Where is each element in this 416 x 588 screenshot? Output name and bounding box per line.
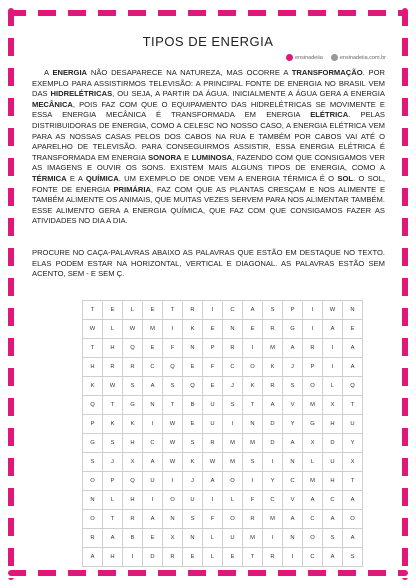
grid-cell[interactable]: I — [263, 453, 283, 472]
grid-cell[interactable]: R — [263, 548, 283, 567]
grid-cell[interactable]: A — [143, 510, 163, 529]
grid-cell[interactable]: A — [323, 320, 343, 339]
grid-cell[interactable]: E — [343, 320, 363, 339]
grid-cell[interactable]: Y — [283, 415, 303, 434]
grid-row — [83, 415, 363, 434]
grid-cell[interactable]: I — [223, 415, 243, 434]
right-border — [402, 8, 408, 580]
brand-instagram-label: ensinadeiia — [295, 54, 323, 61]
grid-cell[interactable]: S — [243, 453, 263, 472]
grid-cell[interactable]: I — [123, 548, 143, 567]
grid-cell[interactable]: Q — [163, 358, 183, 377]
grid-cell[interactable]: D — [263, 434, 283, 453]
grid-cell[interactable]: O — [83, 510, 103, 529]
grid-cell[interactable]: A — [103, 529, 123, 548]
grid-row — [83, 491, 363, 510]
grid-cell[interactable]: I — [323, 358, 343, 377]
grid-cell[interactable]: I — [163, 320, 183, 339]
grid-cell[interactable]: R — [243, 510, 263, 529]
instagram-icon — [286, 54, 293, 61]
grid-cell[interactable]: T — [163, 396, 183, 415]
grid-cell[interactable]: L — [303, 453, 323, 472]
text-run: . PELAS DISTRIBUIDORAS DE ENERGIA, COMO A CELESC NO NOSSO CASO, A ENERGIA ELÉTRICA VEM PARA AS NOSSAS CASAS PELOS DOS CABOS NA RUA E TAMBÉM POR CABOS VAI ATÉ O APARELHO DE TELEVISÃO. PARA CONSEGUIRMOS ASSISTIR, ESSA ENERGIA ELÉTRICA É TRANSFORMADA EM ENERGIA — [32, 110, 385, 162]
text-run: , POIS FAZ COM QUE O EQUIPAMENTO DAS HIDRELÉTRICAS SE MOVIMENTE E ESSA ENERGIA MECÂNICA É TRANSFORMADA EM ENERGIA — [32, 99, 385, 120]
grid-cell[interactable]: M — [303, 396, 323, 415]
grid-cell[interactable]: E — [183, 358, 203, 377]
highlighted-word: ENERGIA — [52, 68, 88, 77]
grid-cell[interactable]: C — [303, 510, 323, 529]
text-run: E — [181, 152, 192, 162]
grid-cell[interactable]: M — [223, 434, 243, 453]
text-run: A — [44, 68, 53, 77]
grid-cell[interactable]: K — [243, 377, 263, 396]
grid-cell[interactable]: E — [183, 548, 203, 567]
grid-cell[interactable]: E — [143, 339, 163, 358]
text-run: , FAZENDO COM QUE CONSIGAMOS VER AS IMAGENS E OUVIR OS SONS. EXISTEM MAIS ALGUNS TIPOS DE ENERGIA, COMO A — [32, 152, 385, 173]
grid-cell[interactable]: S — [183, 510, 203, 529]
grid-cell[interactable]: A — [343, 491, 363, 510]
grid-cell[interactable]: Q — [183, 377, 203, 396]
highlighted-word: TÉRMICA — [32, 173, 67, 183]
grid-cell[interactable]: U — [223, 529, 243, 548]
brand-website — [331, 54, 386, 61]
grid-cell[interactable]: I — [283, 548, 303, 567]
grid-cell[interactable]: R — [103, 358, 123, 377]
grid-row — [83, 358, 363, 377]
highlighted-word: QUÍMICA — [85, 173, 119, 183]
grid-cell[interactable]: O — [303, 529, 323, 548]
grid-cell[interactable]: S — [223, 396, 243, 415]
grid-cell[interactable]: B — [123, 529, 143, 548]
grid-cell[interactable]: J — [283, 358, 303, 377]
grid-cell[interactable]: A — [143, 453, 163, 472]
grid-cell[interactable]: E — [203, 377, 223, 396]
grid-cell[interactable]: A — [323, 548, 343, 567]
grid-cell[interactable]: I — [203, 491, 223, 510]
grid-row — [83, 396, 363, 415]
grid-cell[interactable]: U — [203, 396, 223, 415]
grid-cell[interactable]: O — [303, 377, 323, 396]
grid-cell[interactable]: U — [343, 415, 363, 434]
word-search-grid — [82, 300, 363, 567]
grid-cell[interactable]: S — [123, 377, 143, 396]
grid-cell[interactable]: M — [263, 339, 283, 358]
grid-cell[interactable]: C — [143, 434, 163, 453]
grid-cell[interactable]: L — [223, 491, 243, 510]
grid-cell[interactable]: I — [303, 301, 323, 320]
grid-cell[interactable]: I — [303, 320, 323, 339]
grid-cell[interactable]: M — [243, 529, 263, 548]
grid-cell[interactable]: B — [183, 396, 203, 415]
grid-cell[interactable]: F — [203, 358, 223, 377]
grid-cell[interactable]: T — [103, 396, 123, 415]
grid-cell[interactable]: X — [323, 396, 343, 415]
grid-cell[interactable]: R — [263, 377, 283, 396]
highlighted-word: HIDRELÉTRICAS — [50, 89, 113, 99]
grid-cell[interactable]: S — [103, 434, 123, 453]
grid-cell[interactable]: S — [343, 548, 363, 567]
grid-cell[interactable]: K — [103, 415, 123, 434]
grid-cell[interactable]: G — [123, 396, 143, 415]
grid-cell[interactable]: O — [243, 358, 263, 377]
grid-cell[interactable]: X — [163, 529, 183, 548]
grid-cell[interactable]: M — [143, 320, 163, 339]
grid-cell[interactable]: R — [203, 434, 223, 453]
text-run: , FAZ COM QUE AS PLANTAS CRESÇAM E NOS ALIMENTE E TAMBÉM ALIMENTE OS ANIMAIS, QUE MUITAS VEZES SERVEM PARA NOS ALIMENTAR TAMBÉM. ESSE ALIMENTO GERA A ENERGIA QUÍMICA, QUE FAZ COM QUE CONSIGAMOS FAZER AS ATIVIDADES NO DIA A DIA. — [32, 184, 386, 226]
grid-cell[interactable]: F — [163, 339, 183, 358]
grid-cell[interactable]: Q — [123, 339, 143, 358]
grid-cell[interactable]: I — [323, 339, 343, 358]
grid-cell[interactable]: K — [83, 377, 103, 396]
grid-cell[interactable]: L — [203, 529, 223, 548]
grid-cell[interactable]: T — [83, 301, 103, 320]
grid-cell[interactable]: H — [323, 415, 343, 434]
grid-cell[interactable]: J — [103, 453, 123, 472]
grid-cell[interactable]: G — [283, 320, 303, 339]
grid-cell[interactable]: W — [323, 301, 343, 320]
bottom-border — [8, 570, 408, 576]
highlighted-word: ELÉTRICA — [310, 110, 349, 120]
grid-cell[interactable]: R — [163, 548, 183, 567]
grid-cell[interactable]: U — [183, 491, 203, 510]
grid-cell[interactable]: T — [243, 548, 263, 567]
grid-cell[interactable]: A — [143, 377, 163, 396]
grid-cell[interactable]: W — [123, 320, 143, 339]
grid-cell[interactable]: O — [223, 472, 243, 491]
grid-cell[interactable]: N — [163, 510, 183, 529]
grid-cell[interactable]: T — [83, 339, 103, 358]
grid-cell[interactable]: K — [183, 453, 203, 472]
grid-cell[interactable]: M — [223, 453, 243, 472]
grid-cell[interactable]: O — [163, 491, 183, 510]
grid-cell[interactable]: O — [83, 472, 103, 491]
grid-cell[interactable]: T — [343, 396, 363, 415]
grid-cell[interactable]: R — [263, 320, 283, 339]
grid-cell[interactable]: H — [83, 358, 103, 377]
grid-row — [83, 510, 363, 529]
grid-cell[interactable]: K — [263, 358, 283, 377]
grid-cell[interactable]: J — [183, 472, 203, 491]
text-run: , OU SEJA, A PARTIR DA ÁGUA. INICIALMENTE A ÁGUA GERA A ENERGIA — [112, 89, 385, 99]
grid-cell[interactable]: H — [123, 434, 143, 453]
grid-cell[interactable]: H — [323, 472, 343, 491]
grid-cell[interactable]: H — [103, 339, 123, 358]
grid-cell[interactable]: T — [103, 510, 123, 529]
grid-cell[interactable]: I — [243, 472, 263, 491]
grid-cell[interactable]: H — [103, 548, 123, 567]
highlighted-word: SOL — [337, 173, 354, 183]
grid-cell[interactable]: A — [343, 358, 363, 377]
grid-cell[interactable]: Q — [123, 472, 143, 491]
grid-cell[interactable]: R — [303, 339, 323, 358]
grid-cell[interactable]: G — [83, 434, 103, 453]
grid-cell[interactable]: R — [223, 339, 243, 358]
grid-cell[interactable]: P — [283, 301, 303, 320]
grid-cell[interactable]: A — [243, 301, 263, 320]
grid-cell[interactable]: A — [343, 339, 363, 358]
grid-cell[interactable]: E — [223, 548, 243, 567]
highlighted-word: TRANSFORMAÇÃO — [291, 68, 363, 77]
text-run: . O SOL, FONTE DE ENERGIA — [32, 173, 385, 194]
grid-cell[interactable]: T — [343, 472, 363, 491]
grid-cell[interactable]: A — [283, 339, 303, 358]
grid-cell[interactable]: M — [303, 472, 323, 491]
grid-cell[interactable]: N — [183, 339, 203, 358]
grid-cell[interactable]: L — [103, 320, 123, 339]
highlighted-word: SONORA — [148, 152, 182, 162]
grid-cell[interactable]: N — [223, 320, 243, 339]
brand-website-label: ensinadeiia.com.br — [339, 54, 386, 61]
grid-cell[interactable]: R — [123, 358, 143, 377]
grid-cell[interactable]: Q — [83, 396, 103, 415]
grid-cell[interactable]: Q — [343, 377, 363, 396]
grid-cell[interactable]: L — [103, 491, 123, 510]
top-border — [8, 10, 408, 16]
grid-cell[interactable]: W — [163, 415, 183, 434]
grid-cell[interactable]: L — [203, 548, 223, 567]
highlighted-word: LUMINOSA — [191, 152, 233, 162]
grid-cell[interactable]: S — [323, 529, 343, 548]
text-run: . POR EXEMPLO PARA ASSISTIRMOS TELEVISÃO: A PRINCIPAL FONTE DE ENERGIA NO BRASIL VEM DAS — [32, 68, 385, 99]
grid-cell[interactable]: N — [283, 529, 303, 548]
text-run: E A — [66, 173, 86, 183]
grid-cell[interactable]: C — [303, 548, 323, 567]
grid-cell[interactable]: S — [183, 434, 203, 453]
grid-cell[interactable]: E — [143, 301, 163, 320]
highlighted-word: PRIMÁRIA — [113, 184, 151, 194]
grid-row — [83, 301, 363, 320]
grid-cell[interactable]: I — [163, 472, 183, 491]
grid-cell[interactable]: W — [163, 453, 183, 472]
grid-cell[interactable]: M — [243, 434, 263, 453]
grid-cell[interactable]: L — [123, 301, 143, 320]
grid-cell[interactable]: D — [263, 415, 283, 434]
grid-cell[interactable]: P — [303, 358, 323, 377]
grid-cell[interactable]: W — [103, 377, 123, 396]
grid-cell[interactable]: X — [303, 434, 323, 453]
grid-cell[interactable]: C — [283, 472, 303, 491]
grid-cell[interactable]: R — [83, 529, 103, 548]
page-title: TIPOS DE ENERGIA — [142, 34, 274, 49]
brand-instagram — [286, 54, 323, 61]
grid-cell[interactable]: A — [203, 472, 223, 491]
globe-icon — [331, 54, 338, 61]
text-run: . UM EXEMPLO DE ONDE VEM A ENERGIA TÉRMICA É O — [118, 173, 338, 183]
grid-row — [83, 339, 363, 358]
grid-cell[interactable]: P — [83, 415, 103, 434]
grid-cell[interactable]: T — [163, 301, 183, 320]
grid-cell[interactable]: E — [183, 415, 203, 434]
grid-cell[interactable]: X — [123, 453, 143, 472]
left-border — [8, 8, 14, 580]
grid-cell[interactable]: C — [263, 491, 283, 510]
grid-cell[interactable]: C — [223, 358, 243, 377]
grid-cell[interactable]: I — [263, 529, 283, 548]
grid-cell[interactable]: K — [123, 415, 143, 434]
grid-cell[interactable]: A — [283, 510, 303, 529]
grid-cell[interactable]: F — [243, 491, 263, 510]
grid-row — [83, 320, 363, 339]
grid-cell[interactable]: A — [303, 491, 323, 510]
grid-cell[interactable]: Y — [263, 472, 283, 491]
grid-cell[interactable]: N — [343, 301, 363, 320]
grid-cell[interactable]: U — [203, 415, 223, 434]
grid-cell[interactable]: W — [163, 434, 183, 453]
grid-cell[interactable]: R — [183, 301, 203, 320]
grid-cell[interactable]: T — [243, 396, 263, 415]
grid-row — [83, 434, 363, 453]
grid-cell[interactable]: W — [83, 320, 103, 339]
grid-cell[interactable]: S — [83, 453, 103, 472]
grid-cell[interactable]: F — [203, 510, 223, 529]
grid-cell[interactable]: V — [283, 396, 303, 415]
grid-cell[interactable]: C — [143, 358, 163, 377]
grid-cell[interactable]: R — [123, 510, 143, 529]
grid-cell[interactable]: K — [183, 320, 203, 339]
grid-cell[interactable]: A — [283, 434, 303, 453]
grid-cell[interactable]: P — [103, 472, 123, 491]
text-run: NÃO DESAPARECE NA NATUREZA, MAS OCORRE A — [87, 68, 292, 77]
brand-logos — [286, 54, 386, 61]
grid-cell[interactable]: A — [83, 548, 103, 567]
grid-cell[interactable]: M — [263, 510, 283, 529]
grid-cell[interactable]: Y — [343, 434, 363, 453]
grid-row — [83, 529, 363, 548]
grid-cell[interactable]: E — [203, 320, 223, 339]
grid-row — [83, 472, 363, 491]
reading-paragraph — [32, 68, 385, 227]
grid-cell[interactable]: O — [223, 510, 243, 529]
grid-cell[interactable]: U — [143, 472, 163, 491]
grid-cell[interactable]: E — [143, 529, 163, 548]
grid-cell[interactable]: I — [143, 491, 163, 510]
grid-cell[interactable]: N — [243, 415, 263, 434]
grid-cell[interactable]: I — [243, 339, 263, 358]
grid-cell[interactable]: N — [183, 529, 203, 548]
grid-cell[interactable]: P — [203, 339, 223, 358]
grid-row — [83, 548, 363, 567]
grid-cell[interactable]: S — [163, 377, 183, 396]
grid-cell[interactable]: D — [143, 548, 163, 567]
grid-cell[interactable]: D — [323, 434, 343, 453]
grid-cell[interactable]: U — [323, 453, 343, 472]
grid-cell[interactable]: A — [263, 396, 283, 415]
grid-cell[interactable]: I — [143, 415, 163, 434]
grid-cell[interactable]: C — [223, 301, 243, 320]
grid-cell[interactable]: S — [283, 377, 303, 396]
grid-row — [83, 377, 363, 396]
grid-cell[interactable]: G — [303, 415, 323, 434]
grid-cell[interactable]: C — [323, 491, 343, 510]
grid-cell[interactable]: A — [343, 529, 363, 548]
grid-cell[interactable]: E — [243, 320, 263, 339]
grid-cell[interactable]: E — [103, 301, 123, 320]
grid-cell[interactable]: S — [263, 301, 283, 320]
grid-row — [83, 453, 363, 472]
grid-cell[interactable]: A — [323, 510, 343, 529]
grid-cell[interactable]: X — [343, 453, 363, 472]
grid-cell[interactable]: N — [143, 396, 163, 415]
highlighted-word: MECÂNICA — [32, 99, 73, 109]
grid-cell[interactable]: L — [323, 377, 343, 396]
grid-cell[interactable]: O — [343, 510, 363, 529]
instructions-paragraph: PROCURE NO CAÇA-PALAVRAS ABAIXO AS PALAVRAS QUE ESTÃO EM DESTAQUE NO TEXTO. ELAS PODEM ESTAR NA HORIZONTAL, VERTICAL E DIAGONAL. AS PALAVRAS ESTÃO SEM ACENTO, SEM - E SEM Ç. — [32, 248, 385, 279]
grid-cell[interactable]: J — [223, 377, 243, 396]
grid-cell[interactable]: V — [283, 491, 303, 510]
grid-cell[interactable]: N — [83, 491, 103, 510]
grid-cell[interactable]: H — [123, 491, 143, 510]
grid-cell[interactable]: N — [283, 453, 303, 472]
grid-cell[interactable]: W — [203, 453, 223, 472]
grid-cell[interactable]: I — [203, 301, 223, 320]
